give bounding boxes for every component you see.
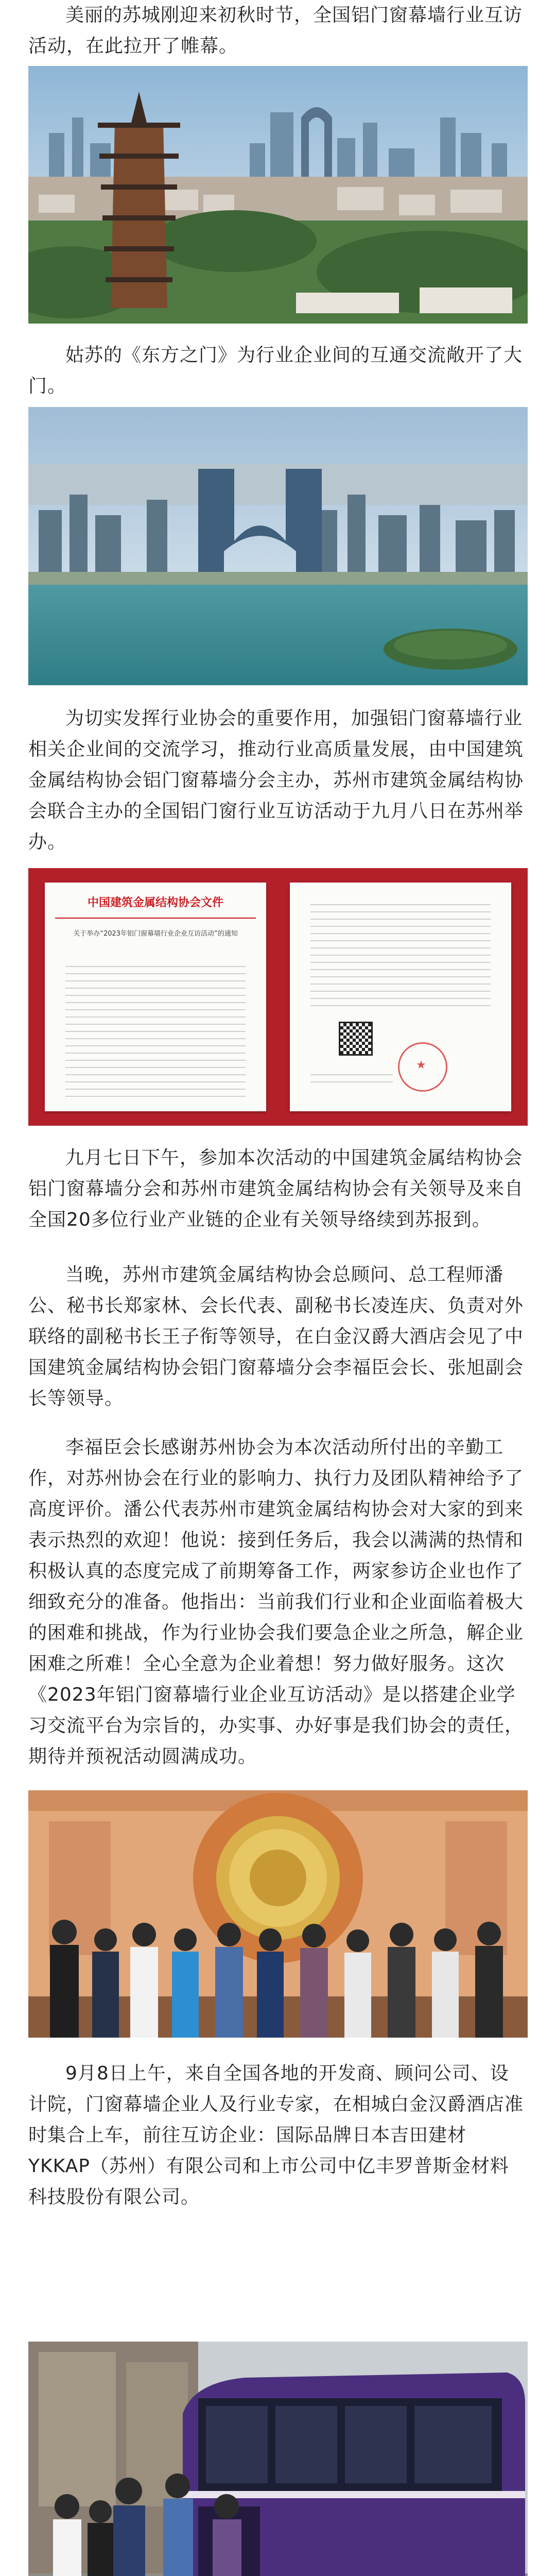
photo-pagoda-skyline xyxy=(28,66,528,324)
paragraph-5: 当晚，苏州市建筑金属结构协会总顾问、总工程师潘公、秘书长郑家林、会长代表、副秘书长凌连庆、负责对外联络的副秘书长王子衔等领导，在白金汉爵大酒店会见了中国建筑金属结构协会铝门窗幕墙分会李福臣会长、张旭副会长等领导。 xyxy=(28,1264,524,1409)
photo-notice-documents xyxy=(28,868,528,1126)
paragraph-2: 姑苏的《东方之门》为行业企业间的互通交流敞开了大门。 xyxy=(28,345,523,397)
paragraph-3: 为切实发挥行业协会的重要作用，加强铝门窗幕墙行业相关企业间的交流学习，推动行业高质量发展，由中国建筑金属结构协会铝门窗幕墙分会主办，苏州市建筑金属结构协会联合主办的全国铝门窗行业互访活动于九月八日在苏州举办。 xyxy=(28,708,524,853)
photo-group xyxy=(28,1790,528,2038)
document-signature-lines xyxy=(310,1068,393,1089)
paragraph-4: 九月七日下午，参加本次活动的中国建筑金属结构协会铝门窗幕墙分会和苏州市建筑金属结构协会有关领导及来自全国20多位行业产业链的企业有关领导络续到苏报到。 xyxy=(28,1147,524,1230)
document-header: 中国建筑金属结构协会文件 xyxy=(87,896,223,909)
paragraph-1: 美丽的苏城刚迎来初秋时节，全国铝门窗幕墙行业互访活动，在此拉开了帷幕。 xyxy=(28,5,523,57)
paragraph-7: 9月8日上午，来自全国各地的开发商、顾问公司、设计院，门窗幕墙企业人及行业专家，在相城白金汉爵酒店准时集合上车，前往互访企业：国际品牌日本吉田建材YKKAP（苏州）有限公司和上市公司中亿丰罗普斯金材料科技股份有限公司。 xyxy=(28,2063,524,2208)
document-title: 关于举办“2023年铝门窗幕墙行业企业互访活动”的通知 xyxy=(73,930,238,938)
document-body-lines-right xyxy=(310,898,491,1011)
document-page-right xyxy=(290,883,511,1111)
paragraph-6: 李福臣会长感谢苏州协会为本次活动所付出的辛勤工作，对苏州协会在行业的影响力、执行力及团队精神给予了高度评价。潘公代表苏州市建筑金属结构协会对大家的到来表示热烈的欢迎！他说：接到任务后，我会以满满的热情和积极认真的态度完成了前期筹备工作，两家参访企业也作了细致充分的准备。他指出：当前我们行业和企业面临着极大的困难和挑战，作为行业协会我们要急企业之所急，解企业困难之所难！全心全意为企业着想！努力做好服务。这次《2023年铝门窗幕墙行业企业互访活动》是以搭建企业学习交流平台为宗旨的，办实事、办好事是我们协会的责任，期待并预祝活动圆满成功。 xyxy=(28,1437,524,1767)
photo-gate-of-orient xyxy=(28,407,528,685)
photo-boarding-bus xyxy=(28,2342,528,2576)
document-red-rule xyxy=(55,918,256,919)
document-body-lines xyxy=(65,960,246,1099)
document-page-left xyxy=(45,883,266,1111)
qr-code-icon xyxy=(339,1022,373,1056)
seal-star-icon: ★ xyxy=(416,1059,426,1072)
